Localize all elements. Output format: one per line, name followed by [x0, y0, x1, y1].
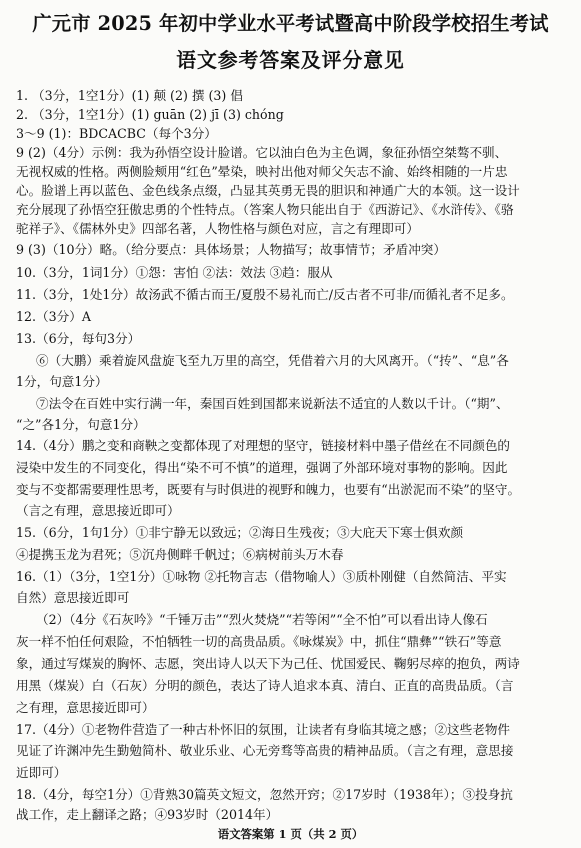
answer-line: 18.（4分，每空1分）①背熟30篇英文短文，忽然开窍；②17岁时（1938年）；③投身抗 — [16, 787, 513, 802]
answer-line: 自然）意思接近即可 — [16, 590, 130, 605]
answer-line: 3～9 (1)：BDCACBC（每个3分） — [16, 126, 217, 141]
answer-line: 近即可） — [16, 765, 67, 780]
answer-line: 9 (3)（10分）略。（给分要点：具体场景；人物描写；故事情节；矛盾冲突） — [16, 242, 446, 257]
answer-line: 战工作，走上翻译之路；④93岁时（2014年） — [16, 807, 279, 822]
answer-line: （2）（4分《石灰吟》“千锤万击”“烈火焚烧”“若等闲”“全不怕”可以看出诗人像石 — [36, 612, 488, 627]
answer-line: 心。脸谱上再以蓝色、金色线条点缀，凸显其英勇无畏的胆识和神通广大的本领。这一设计 — [16, 183, 520, 198]
answer-line: （言之有理，意思接近即可） — [16, 503, 180, 518]
answer-line: 变与不变都需要理性思考，既要有与时俱进的视野和魄力，也要有“出淤泥而不染”的坚守。 — [16, 482, 521, 497]
answer-line: ⑦法令在百姓中实行满一年，秦国百姓到国都来说新法不适宜的人数以千计。（“期”、 — [36, 396, 509, 411]
answer-line: 13.（6分，每句3分） — [16, 331, 141, 346]
answer-line: 用黑（煤炭）白（石灰）分明的颜色，表达了诗人追求本真、清白、正直的高贵品质。（言 — [16, 678, 514, 693]
answer-line: 17.（4分）①老物件营造了一种古朴怀旧的氛围，让读者有身临其境之感；②这些老物件 — [16, 722, 511, 737]
document-subtitle: 语文参考答案及评分意见 — [176, 48, 405, 72]
answer-line: 见证了许渊冲先生勤勉简朴、敬业乐业、心无旁骛等高贵的精神品质。（言之有理，意思接 — [16, 743, 514, 758]
answer-line: ④提携玉龙为君死；⑤沉舟侧畔千帆过；⑥病树前头万木春 — [16, 547, 344, 562]
answer-line: 14.（4分）鹏之变和商鞅之变都体现了对理想的坚守，链接材料中墨子借丝在不同颜色的 — [16, 438, 511, 453]
answer-line: 浸染中发生的不同变化，得出“染不可不慎”的道理，强调了外部环境对事物的影响。因此 — [16, 460, 508, 475]
answer-line: 2. （3分，1空1分）(1) guān (2) jī (3) chóng — [16, 107, 284, 122]
page-footer: 语文答案第 1 页（共 2 页） — [217, 827, 364, 841]
answer-line: 10.（3分，1词1分）①怨：害怕 ②法：效法 ③趋：服从 — [16, 265, 333, 280]
answer-line: 驼祥子》、《儒林外史》四部名著，人物性格与颜色对应，言之有理即可） — [16, 221, 419, 236]
answer-line: 灰一样不怕任何艰险，不怕牺牲一切的高贵品质。《咏煤炭》中，抓住“鼎彝”“铁石”等意 — [16, 634, 502, 649]
answer-line: 无视权威的性格。两侧脸颊用“红色”晕染，映衬出他对师父矢志不渝、始终相随的一片忠 — [16, 164, 508, 179]
answer-line: 9 (2)（4分）示例：我为孙悟空设计脸谱。它以油白色为主色调，象征孙悟空桀骜不驯、 — [16, 145, 508, 160]
answer-line: 充分展现了孙悟空狂傲忠勇的个性特点。（答案人物只能出自于《西游记》、《水浒传》、《骆 — [16, 202, 514, 217]
answer-line: 1分，句意1分） — [16, 374, 108, 389]
answer-line: 11.（3分，1处1分）故汤武不循古而王/夏殷不易礼而亡/反古者不可非/而循礼者不足多。 — [16, 287, 514, 302]
answer-line: 12.（3分）A — [16, 309, 91, 324]
answer-line: 象，通过写煤炭的胸怀、志愿，突出诗人以天下为己任、忧国爱民、鞠躬尽瘁的抱负，两诗 — [16, 656, 520, 671]
answer-line: “之”各1分，句意1分） — [16, 417, 146, 432]
answer-line: 之有理，意思接近即可） — [16, 700, 155, 715]
answer-line: 1. （3分，1空1分）(1) 颠 (2) 撰 (3) 倡 — [16, 88, 243, 103]
answer-line: 16.（1）（3分，1空1分）①咏物 ②托物言志（借物喻人）③质朴刚健（自然简洁、平实 — [16, 569, 507, 584]
answer-line: 15.（6分，1句1分）①非宁静无以致远；②海日生残夜；③大庇天下寒士俱欢颜 — [16, 525, 464, 540]
exam-title: 广元市 2025 年初中学业水平考试暨高中阶段学校招生考试 — [32, 12, 549, 35]
answer-line: ⑥（大鹏）乘着旋风盘旋飞至九万里的高空，凭借着六月的大风离开。（“抟”、“息”各 — [36, 353, 509, 368]
